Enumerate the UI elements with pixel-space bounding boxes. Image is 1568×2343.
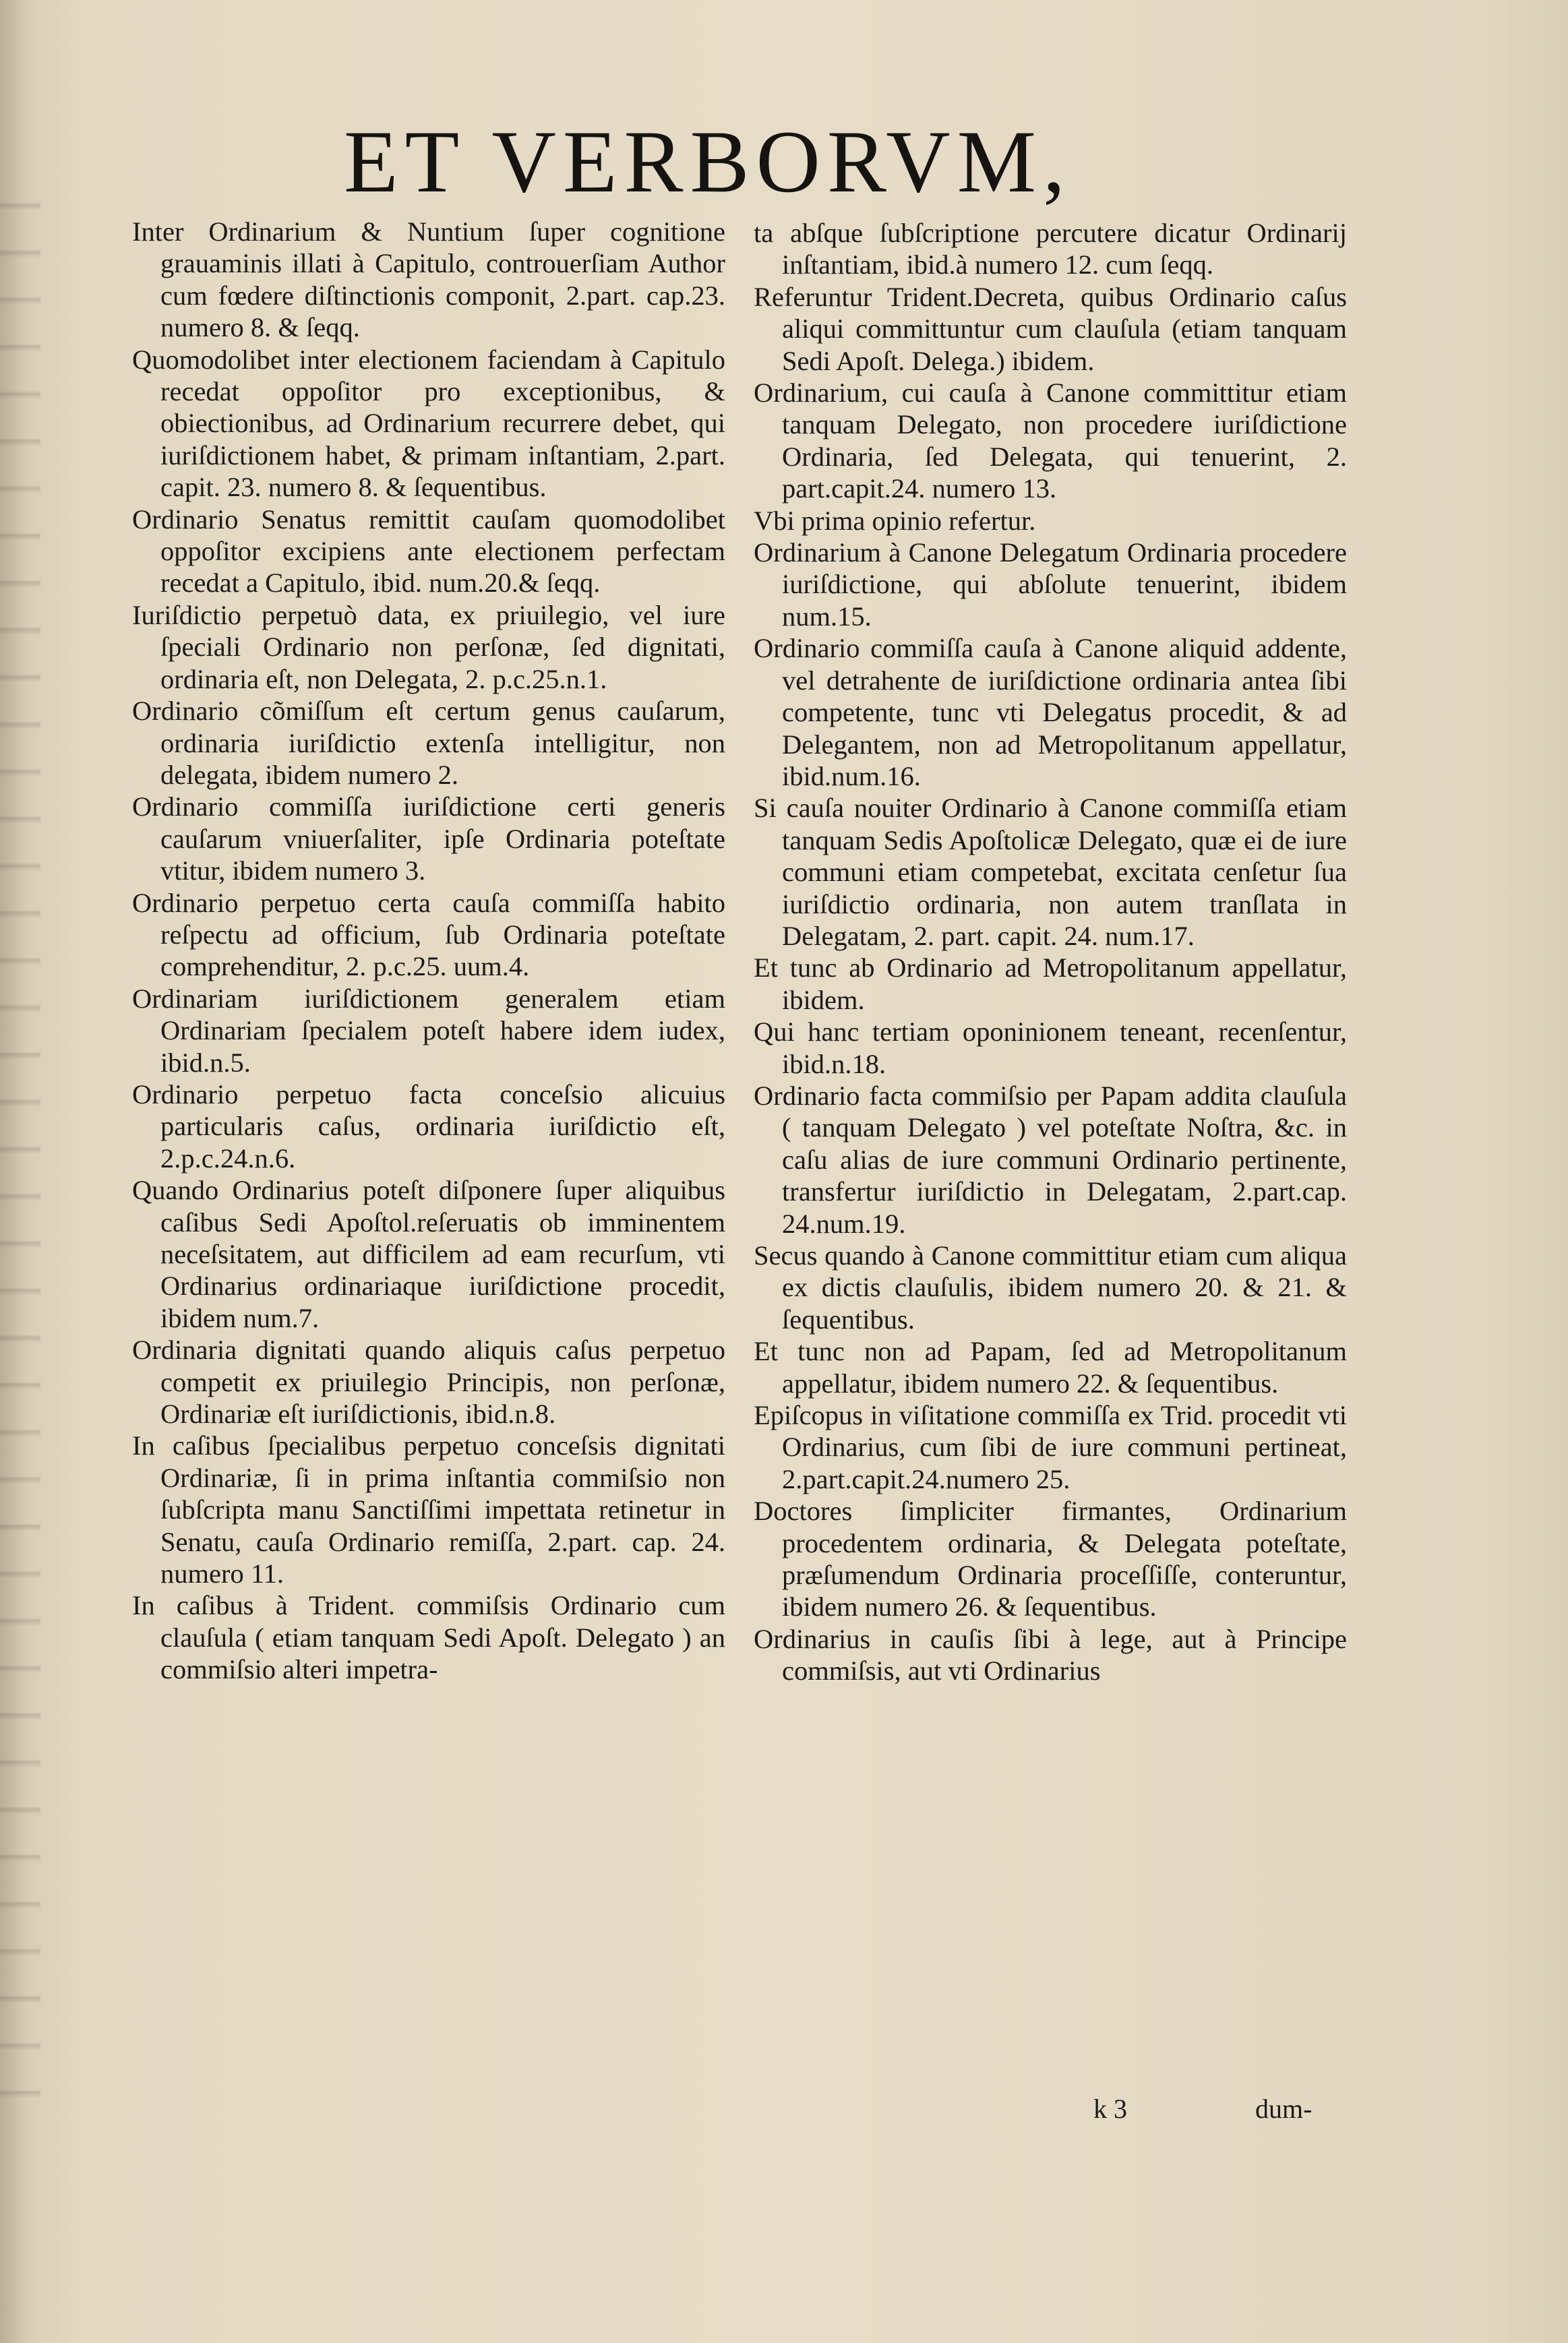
index-entry: Doctores ſimpliciter firmantes, Ordinarium procedentem ordinaria, & Delegata poteſtate, præſumendum Ordinaria proceſſiſſe, conteruntur, ibidem numero 26. & ſequentibus.: [754, 1496, 1347, 1622]
index-entry: Ordinario commiſſa iuriſdictione certi generis cauſarum vniuerſaliter, ipſe Ordinaria poteſtate vtitur, ibidem numero 3.: [132, 791, 725, 886]
index-entry: Vbi prima opinio refertur.: [754, 505, 1036, 536]
index-entry: Epiſcopus in viſitatione commiſſa ex Trid. procedit vti Ordinarius, cum ſibi de iure communi pertineat, 2.part.capit.24.numero 25.: [754, 1400, 1347, 1494]
index-entry: Et tunc non ad Papam, ſed ad Metropolitanum appellatur, ibidem numero 22. & ſequentibus.: [754, 1336, 1347, 1399]
right-column: [754, 217, 1347, 1687]
index-entry: Ordinario perpetuo facta conceſsio alicuius particularis caſus, ordinaria iuriſdictio eſt, 2.p.c.24.n.6.: [132, 1078, 725, 1174]
index-entry: In caſibus ſpecialibus perpetuo conceſsis dignitati Ordinariæ, ſi in prima inſtantia commiſsio non ſubſcripta manu Sanctiſſimi impettata retinetur in Senatu, cauſa Ordinario remiſſa, 2.part. cap. 24. numero 11.: [132, 1430, 725, 1589]
index-entry: Et tunc ab Ordinario ad Metropolitanum appellatur, ibidem.: [754, 952, 1347, 1015]
index-entry: Inter Ordinarium & Nuntium ſuper cognitione grauaminis illati à Capitulo, controuerſiam Author cum fœdere diſtinctionis componit, 2.part. cap.23. numero 8. & ſeqq.: [132, 216, 725, 343]
page-footer: [1079, 2092, 1335, 2126]
index-entry: Ordinarium à Canone Delegatum Ordinaria procedere iuriſdictione, qui abſolute tenuerint, ibidem num.15.: [754, 537, 1347, 632]
index-entry: Ordinariam iuriſdictionem generalem etiam Ordinariam ſpecialem poteſt habere idem iudex, ibid.n.5.: [132, 983, 725, 1078]
index-entry: In caſibus à Trident. commiſsis Ordinario cum clauſula ( etiam tanquam Sedi Apoſt. Delegato ) an commiſsio alteri impetra-: [132, 1590, 725, 1685]
index-entry: Ordinarium, cui cauſa à Canone committitur etiam tanquam Delegato, non procedere iuriſdictione Ordinaria, ſed Delegata, qui tenuerint, 2. part.capit.24. numero 13.: [754, 377, 1347, 504]
catchword: dum-: [1255, 2094, 1313, 2124]
index-entry: Quomodolibet inter electionem faciendam à Capitulo recedat oppoſitor pro exceptionibus, & obiectionibus, ad Ordinarium recurrere debet, qui iuriſdictionem habet, & primam inſtantiam, 2.part. capit. 23. numero 8. & ſequentibus.: [132, 344, 725, 503]
index-entry: Ordinario Senatus remittit cauſam quomodolibet oppoſitor excipiens ante electionem perfectam recedat a Capitulo, ibid. num.20.& ſeqq.: [132, 504, 725, 599]
index-entry: Secus quando à Canone committitur etiam cum aliqua ex dictis clauſulis, ibidem numero 20. & 21. & ſequentibus.: [754, 1240, 1347, 1335]
index-entry: Si cauſa nouiter Ordinario à Canone commiſſa etiam tanquam Sedis Apoſtolicæ Delegato, quæ ei de iure communi etiam competebat, excitata cenſetur ſua iuriſdictio ordinaria, non autem tranſlata in Delegatam, 2. part. capit. 24. num.17.: [754, 793, 1347, 951]
index-entry: Quando Ordinarius poteſt diſponere ſuper aliquibus caſibus Sedi Apoſtol.reſeruatis ob imminentem neceſsitatem, aut difficilem ad eam recurſum, vti Ordinarius ordinariaque iuriſdictione procedit, ibidem num.7.: [132, 1175, 725, 1333]
bleed-through-margin: [0, 175, 40, 2130]
index-entry: Ordinarius in cauſis ſibi à lege, aut à Principe commiſsis, aut vti Ordinarius: [754, 1623, 1347, 1686]
index-entry: Ordinaria dignitati quando aliquis caſus perpetuo competit ex priuilegio Principis, non perſonæ, Ordinariæ eſt iuriſdictionis, ibid.n.8.: [132, 1335, 725, 1430]
index-entry: Referuntur Trident.Decreta, quibus Ordinario caſus aliqui committuntur cum clauſula (etiam tanquam Sedi Apoſt. Delega.) ibidem.: [754, 281, 1347, 376]
index-entry: Ordinario facta commiſsio per Papam addita clauſula ( tanquam Delegato ) vel poteſtate Noſtra, &c. in caſu alias de iure communi Ordinario pertinente, transfertur iuriſdictio in Delegatam, 2.part.cap. 24.num.19.: [754, 1080, 1347, 1239]
index-entry: ta abſque ſubſcriptione percutere dicatur Ordinarij inſtantiam, ibid.à numero 12. cum ſeqq.: [754, 218, 1347, 280]
index-entry: Iuriſdictio perpetuò data, ex priuilegio, vel iure ſpeciali Ordinario non perſonæ, ſed dignitati, ordinaria eſt, non Delegata, 2. p.c.25.n.1.: [132, 599, 725, 694]
index-entry: Qui hanc tertiam oponinionem teneant, recenſentur, ibid.n.18.: [754, 1016, 1347, 1079]
index-entry: Ordinario perpetuo certa cauſa commiſſa habito reſpectu ad officium, ſub Ordinaria poteſtate comprehenditur, 2. p.c.25. uum.4.: [132, 887, 725, 982]
signature-mark: k 3: [1093, 2094, 1127, 2124]
index-entry: Ordinario cõmiſſum eſt certum genus cauſarum, ordinaria iuriſdictio extenſa intelligitur, non delegata, ibidem numero 2.: [132, 696, 725, 790]
left-column: [132, 216, 725, 1686]
running-header: ET VERBORVM,: [344, 112, 1073, 211]
index-entry: Ordinario commiſſa cauſa à Canone aliquid addente, vel detrahente de iuriſdictione ordinaria antea ſibi competente, tunc vti Delegatus procedit, & ad Delegantem, non ad Metropolitanum appellatur, ibid.num.16.: [754, 633, 1347, 791]
